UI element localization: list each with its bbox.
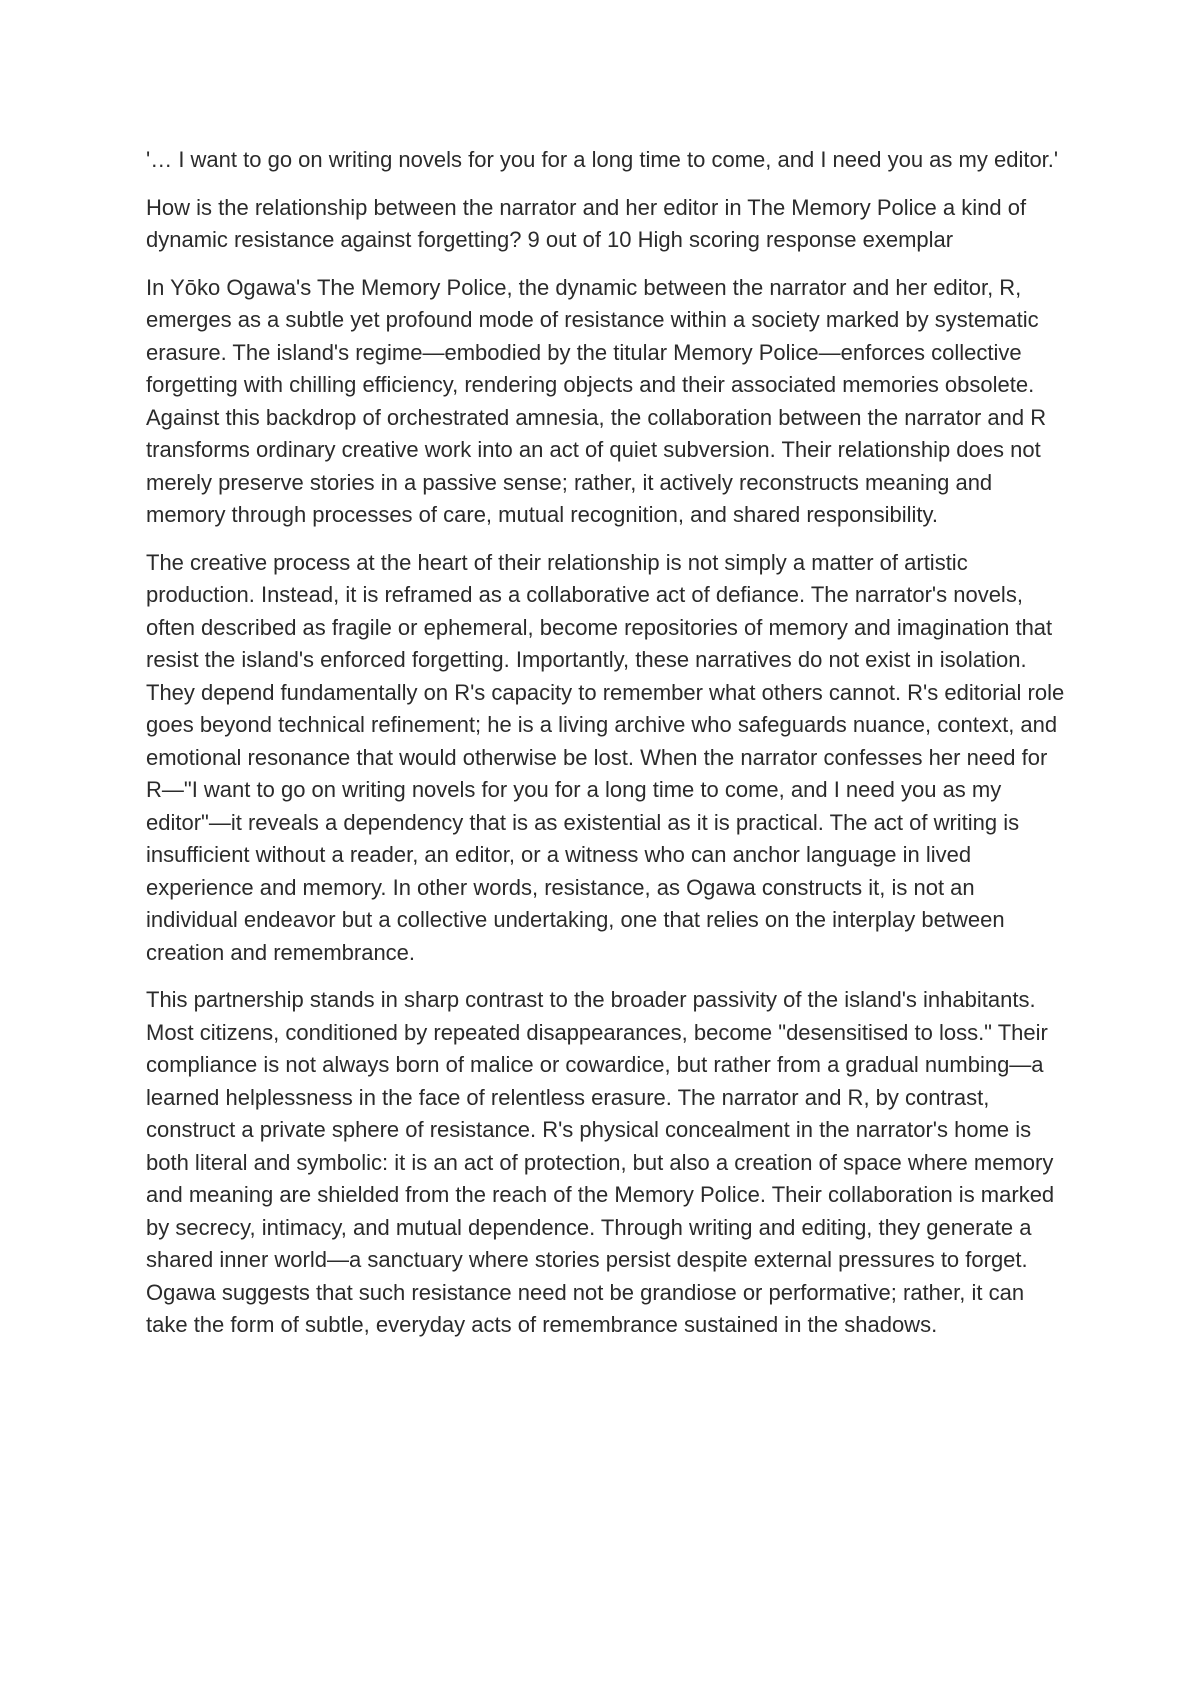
- essay-paragraph-1: In Yōko Ogawa's The Memory Police, the dynamic between the narrator and her editor, R, emerges as a subtle yet profound mode of resistance within a society marked by systematic erasure. The island's regime—embodied by the titular Memory Police—enforces collective forgetting with chilling efficiency, rendering objects and their associated memories obsolete. Against this backdrop of orchestrated amnesia, the collaboration between the narrator and R transforms ordinary creative work into an act of quiet subversion. Their relationship does not merely preserve stories in a passive sense; rather, it actively reconstructs meaning and memory through processes of care, mutual recognition, and shared responsibility.: [146, 274, 1047, 527]
- essay-question: How is the relationship between the narrator and her editor in The Memory Police a kind of dynamic resistance against forgetting? 9 out of 10 High scoring response exemplar: [146, 194, 1027, 252]
- essay-paragraph-3: This partnership stands in sharp contrast to the broader passivity of the island's inhabitants. Most citizens, conditioned by repeated disappearances, become "desensitised to loss." Their compliance is not always born of malice or cowardice, but rather from a gradual numbing—a learned helplessness in the face of relentless erasure. The narrator and R, by contrast, construct a private sphere of resistance. R's physical concealment in the narrator's home is both literal and symbolic: it is an act of protection, but also a creation of space where memory and meaning are shielded from the reach of the Memory Police. Their collaboration is marked by secrecy, intimacy, and mutual dependence. Through writing and editing, they generate a shared inner world—a sanctuary where stories persist despite external pressures to forget. Ogawa suggests that such resistance need not be grandiose or performative; rather, it can take the form of subtle, everyday acts of remembrance sustained in the shadows.: [146, 987, 1055, 1337]
- document-body: [146, 144, 1066, 1357]
- essay-paragraph-2: The creative process at the heart of their relationship is not simply a matter of artistic production. Instead, it is reframed as a collaborative act of defiance. The narrator's novels, often described as fragile or ephemeral, become repositories of memory and imagination that resist the island's enforced forgetting. Importantly, these narratives do not exist in isolation. They depend fundamentally on R's capacity to remember what others cannot. R's editorial role goes beyond technical refinement; he is a living archive who safeguards nuance, context, and emotional resonance that would otherwise be lost. When the narrator confesses her need for R—"I want to go on writing novels for you for a long time to come, and I need you as my editor"—it reveals a dependency that is as existential as it is practical. The act of writing is insufficient without a reader, an editor, or a witness who can anchor language in lived experience and memory. In other words, resistance, as Ogawa constructs it, is not an individual endeavor but a collective undertaking, one that relies on the interplay between creation and remembrance.: [146, 549, 1065, 965]
- opening-quote: '… I want to go on writing novels for you for a long time to come, and I need you as my editor.': [146, 147, 1059, 172]
